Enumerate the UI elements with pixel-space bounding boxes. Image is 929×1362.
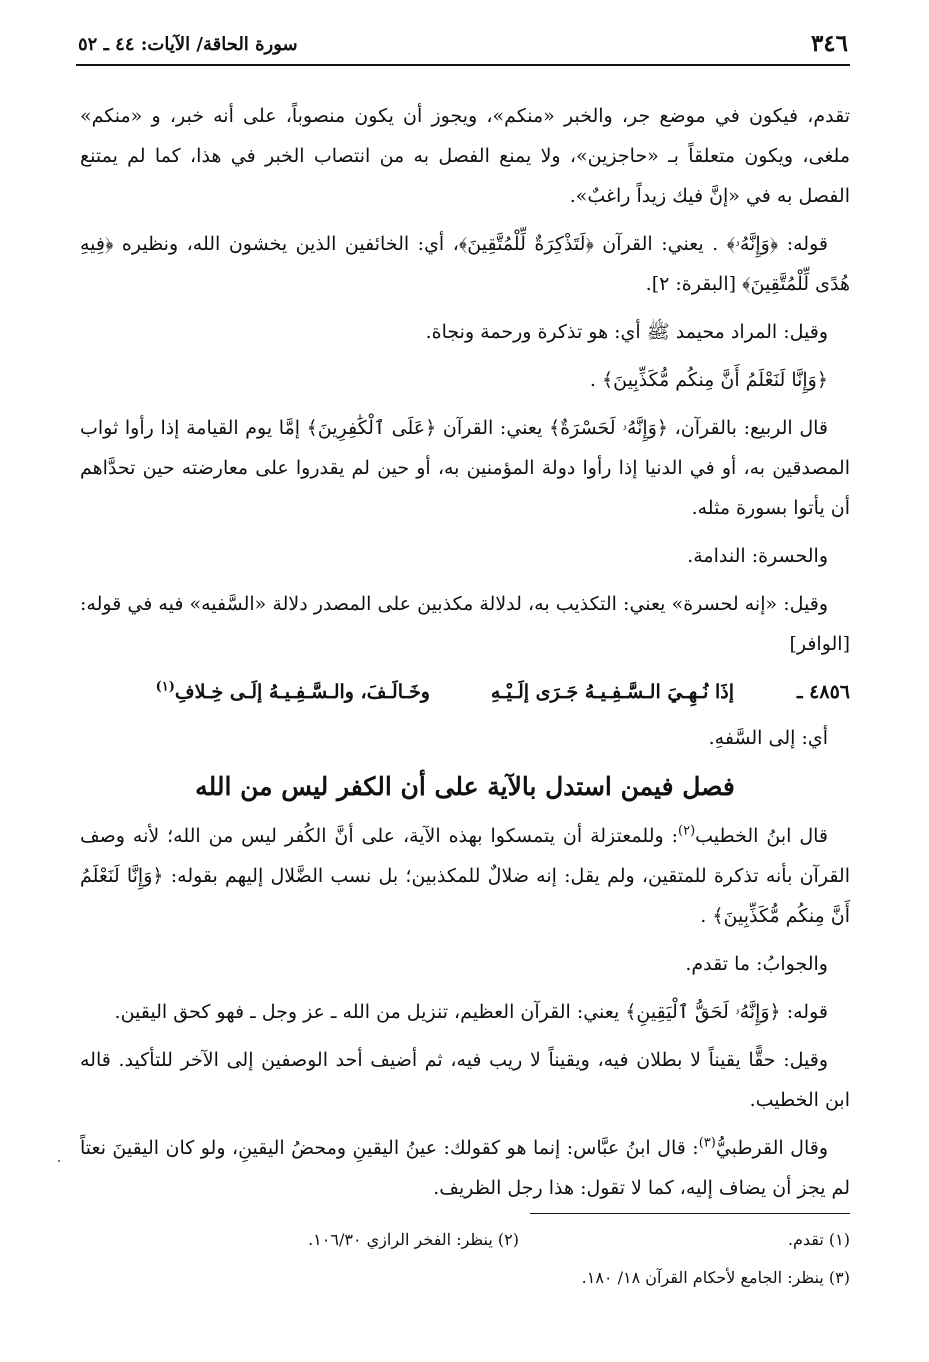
paragraph-ibn-khatib-rest: : وللمعتزلة أن يتمسكوا بهذه الآية، على أنَّ الكُفر ليس من الله؛ لأنه وصف القرآن بأنه تذكرة للمتقين، ولم يقل: إنه ضلالٌ للمكذبين؛ بل نسب الضَّلال إليهم بقوله: ﴿وَإِنَّا لَنَعْلَمُ أَنَّ مِنكُم مُّكَذِّبِينَ﴾ . [80, 825, 850, 927]
main-text [80, 96, 850, 1216]
footnote-marker: (٢) [678, 823, 696, 839]
quranic-verse-line: ﴿وَإِنَّا لَنَعْلَمُ أَنَّ مِنكُم مُّكَذِّبِينَ﴾ . [589, 369, 828, 391]
page-number: ٣٤٦ [810, 30, 848, 57]
page-header [76, 28, 850, 66]
poetry-hemistich-second: وخَـالَـفَ، والـسَّـفِـيـهُ إلَـى خِـلافِ [174, 681, 430, 703]
paragraph-rabi-commentary: قال الربيع: بالقرآن، ﴿وَإِنَّهُۥ لَحَسْرَةٌ﴾ يعني: القرآن ﴿عَلَى ٱلْكَٰفِرِينَ﴾ إمَّا يوم القيامة إذا رأوا ثواب المصدقين به، أو في الدنيا إذا رأوا دولة المؤمنين به، أو حين لم يقدروا على معارضته حين تحدَّاهم أن يأتوا بسورة مثله. [80, 417, 850, 519]
footnote-divider [530, 1213, 850, 1214]
paragraph-qurtubi-start: وقال القرطبيُّ [715, 1137, 829, 1159]
running-title: سورة الحاقة/ الآيات: ٤٤ ـ ٥٢ [78, 34, 298, 55]
footnote-1: (١) تقدم. [787, 1230, 850, 1249]
footnote-3: (٣) ينظر: الجامع لأحكام القرآن ١٨/ ١٨٠. [581, 1268, 850, 1287]
poetry-verse [80, 672, 850, 712]
footnote-2: (٢) ينظر: الفخر الرازي ١٠٦/٣٠. [308, 1230, 519, 1249]
paragraph-ibn-khatib-start: قال ابنُ الخطيب [695, 825, 828, 847]
scan-speck [58, 1160, 60, 1162]
paragraph-alternate-view-2: وقيل: حقًّا يقيناً لا بطلان فيه، ويقيناً لا ريب فيه، ثم أضيف أحد الوصفين إلى الآخر للتأكيد. قاله ابن الخطيب. [80, 1049, 850, 1111]
paragraph-alternate-view: وقيل: المراد محيمد ﷺ أي: هو تذكرة ورحمة ونجاة. [425, 321, 828, 343]
poetry-number: ٤٨٥٦ ـ [796, 681, 850, 703]
footnote-marker: (٣) [698, 1135, 716, 1151]
paragraph-haqq-yaqin: قوله: ﴿وَإِنَّهُۥ لَحَقُّ ٱلْيَقِينِ﴾ يعني: القرآن العظيم، تنزيل من الله ـ عز وجل ـ فهو كحق اليقين. [114, 1001, 828, 1023]
paragraph-qurtubi-rest: : قال ابنُ عبَّاس: إنما هو كقولك: عينُ اليقينِ ومحضُ اليقينِ، ولو كان اليقينَ نعتاً لم يجز أن يضاف إليه، كما لا تقول: هذا رجل الظريف. [80, 1137, 850, 1199]
paragraph-definition: والحسرة: الندامة. [687, 545, 828, 567]
paragraph-explanation: أي: إلى السَّفهِ. [708, 727, 828, 749]
footnote-marker: (١) [155, 679, 175, 695]
poetry-hemistich-first: إذَا نُـهِـيَ الـسَّـفِـيـهُ جَـرَى إلَـيْـهِ [490, 681, 734, 703]
paragraph-ibn-khatib [80, 816, 850, 936]
section-title: فصل فيمن استدل بالآية على أن الكفر ليس من الله [195, 772, 735, 801]
paragraph-poetry-intro: وقيل: «إنه لحسرة» يعني: التكذيب به، لدلالة مكذبين على المصدر دلالة «السَّفيه» فيه في قوله: [الوافر] [80, 593, 850, 655]
paragraph-grammar-note: تقدم، فيكون في موضع جر، والخبر «منكم»، ويجوز أن يكون منصوباً، على أنه خبر، و «منكم» ملغى، ويكون متعلقاً بـ «حاجزين»، ولا يمنع الفصل به من انتصاب الخبر في هذا، كما لم يمتنع الفصل به في «إنَّ فيك زيداً راغبٌ». [80, 105, 850, 207]
paragraph-answer: والجوابُ: ما تقدم. [685, 953, 828, 975]
paragraph-qurtubi [80, 1128, 850, 1208]
paragraph-verse-commentary: قوله: ﴿وَإِنَّهُۥ﴾ . يعني: القرآن ﴿لَتَذْكِرَةٌ لِّلْمُتَّقِينَ﴾، أي: الخائفين الذين يخشون الله، ونظيره ﴿فِيهِ هُدًى لِّلْمُتَّقِينَ﴾ [البقرة: ٢]. [80, 233, 850, 295]
